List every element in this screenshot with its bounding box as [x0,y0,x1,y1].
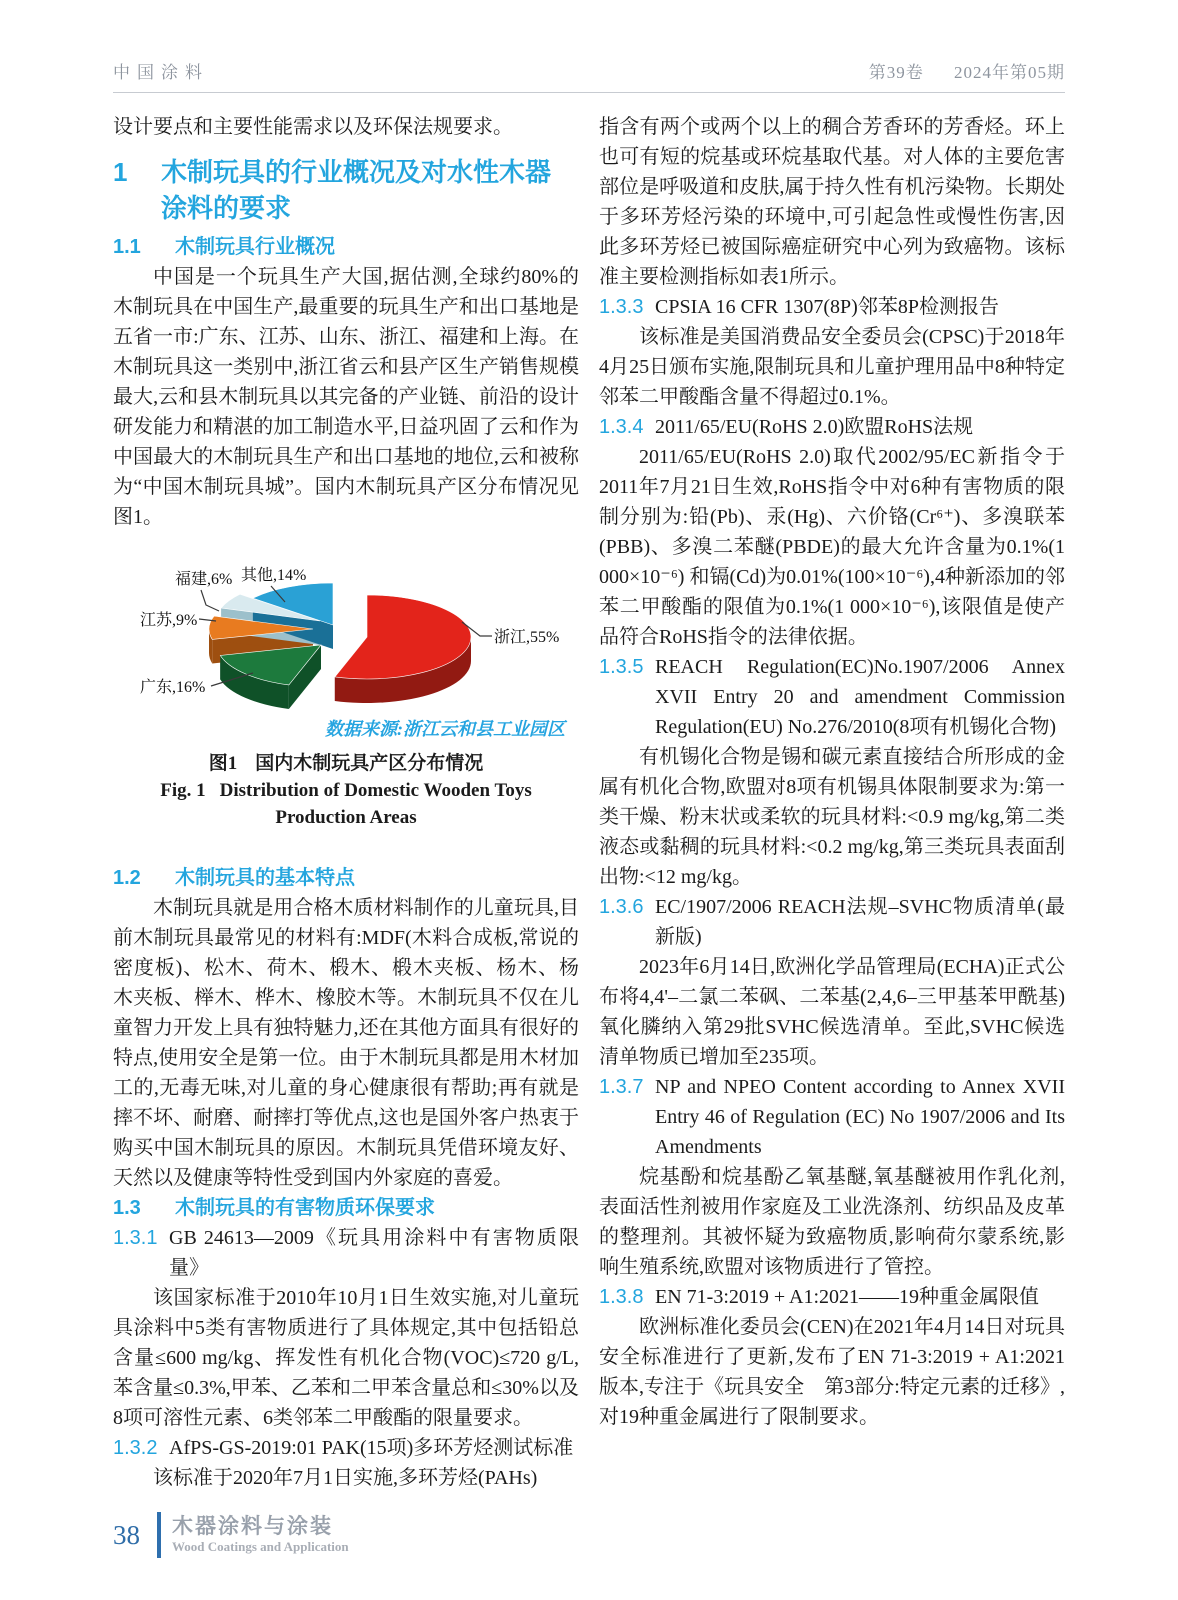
gb-standard-paragraph: 该国家标准于2010年10月1日生效实施,对儿童玩具涂料中5类有害物质进行了具体规定,其中包括铅总含量≤600 mg/kg、挥发性有机化合物(VOC)≤720 g/L,苯含量≤0.3%,甲苯、乙苯和二甲苯含量总和≤30%以及8项可溶性元素、6类邻苯二甲酸酯的限量要求。 [113,1287,579,1429]
volume-issue [869,58,1065,83]
footer-journal-section [172,1515,349,1555]
section-1-heading [113,154,579,226]
characteristics-paragraph: 木制玩具就是用合格木质材料制作的儿童玩具,目前木制玩具最常见的材料有:MDF(木料合成板,常说的密度板)、松木、荷木、椴木、椴木夹板、杨木、杨木夹板、榉木、桦木、橡胶木等。木制玩具不仅在儿童智力开发上具有独特魅力,还在其他方面具有很好的特点,使用安全是第一位。由于木制玩具都是用木材加工的,无毒无味,对儿童的身心健康很有帮助;再有就是摔不坏、耐磨、耐摔打等优点,这也是国外客户热衷于购买中国木制玩具的原因。木制玩具凭借环境友好、天然以及健康等特性受到国内外家庭的喜爱。 [113,897,579,1189]
figure-caption-en [136,777,556,831]
section-title: EC/1907/2006 REACH法规–SVHC物质清单(最新版) [655,896,1065,948]
section-number: 1.3.3 [599,296,644,318]
pie-slice-label-浙江: 浙江,55% [494,629,560,646]
en71-paragraph: 欧洲标准化委员会(CEN)在2021年4月14日对玩具安全标准进行了更新,发布了EN 71-3:2019 + A1:2021版本,专注于《玩具安全 第3部分:特定元素的迁移》,对19种重金属进行了限制要求。 [599,1316,1065,1428]
section-1-1-heading [113,232,579,262]
section-1-2-heading [113,863,579,893]
section-title: 木制玩具的行业概况及对水性木器涂料的要求 [161,157,552,223]
section-number: 1.3.5 [599,656,644,678]
pie-slice-label-其他: 其他,14% [241,567,307,584]
figure-label-zh: 图1 [208,753,238,774]
cpsia-paragraph: 该标准是美国消费品安全委员会(CPSC)于2018年4月25日颁布实施,限制玩具和儿童护理用品中8种特定邻苯二甲酸酯含量不得超过0.1%。 [599,326,1065,408]
figure-caption-zh-text: 国内木制玩具产区分布情况 [255,753,484,774]
section-number: 1.3.1 [113,1227,158,1249]
npeo-paragraph: 烷基酚和烷基酚乙氧基醚,氧基醚被用作乳化剂,表面活性剂被用作家庭及工业洗涤剂、纺织品及皮革的整理剂。其被怀疑为致癌物质,影响荷尔蒙系统,影响生殖系统,欧盟对该物质进行了管控。 [599,1166,1065,1278]
wooden-toys-production-pie-chart [113,544,579,716]
section-title: AfPS-GS-2019:01 PAK(15项)多环芳烃测试标准 [169,1437,574,1459]
figure-1 [113,544,579,831]
svhc-paragraph: 2023年6月14日,欧洲化学品管理局(ECHA)正式公布将4,4'–二氯二苯砜、二苯基(2,4,6–三甲基苯甲酰基)氧化膦纳入第29批SVHC候选清单。至此,SVHC候选清单物质已增加至235项。 [599,956,1065,1068]
afps-paragraph-continued: 指含有两个或两个以上的稠合芳香环的芳香烃。环上也可有短的烷基或环烷基取代基。对人体的主要危害部位是呼吸道和皮肤,属于持久性有机污染物。长期处于多环芳烃污染的环境中,可引起急性或慢性伤害,因此多环芳烃已被国际癌症研究中心列为致癌物。该标准主要检测指标如表1所示。 [599,116,1065,288]
chart-source-note: 数据来源:浙江云和县工业园区 [325,719,565,739]
issue: 2024年第05期 [954,63,1065,82]
section-number: 1.3.8 [599,1286,644,1308]
section-1-3-3-heading [599,292,1065,322]
footer-divider [157,1512,161,1558]
pie-slice-label-福建: 福建,6% [175,571,233,588]
section-number: 1.2 [113,867,141,889]
organotin-paragraph: 有机锡化合物是锡和碳元素直接结合所形成的金属有机化合物,欧盟对8项有机锡具体限制要求为:第一类干燥、粉末状或柔软的玩具材料:<0.9 mg/kg,第二类液态或黏稠的玩具材料:<0.2 mg/kg,第三类玩具表面刮出物:<12 mg/kg。 [599,746,1065,888]
section-1-3-7-heading [599,1072,1065,1162]
afps-paragraph-start: 该标准于2020年7月1日实施,多环芳烃(PAHs) [153,1467,538,1489]
section-1-3-6-heading [599,892,1065,952]
journal-footer-zh: 木器涂料与涂装 [172,1515,333,1538]
section-1-3-heading [113,1193,579,1223]
figure-caption-zh [113,750,579,777]
volume: 第39卷 [868,63,924,82]
section-title: 2011/65/EU(RoHS 2.0)欧盟RoHS法规 [655,416,974,438]
section-title: GB 24613—2009《玩具用涂料中有害物质限量》 [169,1227,579,1279]
figure-caption-en-text: Distribution of Domestic Wooden Toys Production Areas [219,780,532,828]
section-number: 1 [113,157,128,187]
section-number: 1.3.2 [113,1437,158,1459]
section-title: REACH Regulation(EC)No.1907/2006 Annex XVII Entry 20 and amendment Commission Regulation(EU) No.276/2010(8项有机锡化合物) [655,656,1065,738]
section-1-3-8-heading [599,1282,1065,1312]
page-number: 38 [113,1519,140,1550]
section-title: EN 71-3:2019 + A1:2021——19种重金属限值 [655,1286,1040,1308]
section-1-3-2-heading [113,1433,579,1463]
section-1-3-4-heading [599,412,1065,442]
section-1-3-5-heading [599,652,1065,742]
journal-name: 中国涂料 [113,63,209,82]
section-number: 1.3 [113,1197,141,1219]
journal-footer-en: Wood Coatings and Application [172,1539,349,1554]
section-number: 1.3.6 [599,896,644,918]
industry-paragraph: 中国是一个玩具生产大国,据估测,全球约80%的木制玩具在中国生产,最重要的玩具生产和出口基地是五省一市:广东、江苏、山东、浙江、福建和上海。在木制玩具这一类别中,浙江省云和县产区生产销售规模最大,云和县木制玩具以其完备的产业链、前沿的设计研发能力和精湛的加工制造水平,日益巩固了云和作为中国最大的木制玩具生产和出口基地的地位,云和被称为“中国木制玩具城”。国内木制玩具产区分布情况见图1。 [113,266,579,528]
page-header [113,58,1065,93]
right-column [599,112,1065,1493]
rohs-paragraph: 2011/65/EU(RoHS 2.0)取代2002/95/EC新指令于2011年7月21日生效,RoHS指令中对6种有害物质的限制分别为:铅(Pb)、汞(Hg)、六价铬(Cr⁶⁺)、多溴联苯(PBB)、多溴二苯醚(PBDE)的最大允许含量为0.1%(1 000×10⁻⁶) 和镉(Cd)为0.01%(100×10⁻⁶),4种新添加的邻苯二甲酸酯的限值为0.1%(1 000×10⁻⁶),该限值是使产品符合RoHS指令的法律依据。 [599,446,1065,648]
section-title: 木制玩具的基本特点 [175,867,355,889]
figure-label-en: Fig. 1 [160,780,206,801]
section-title: 木制玩具的有害物质环保要求 [175,1197,435,1219]
pie-slice-label-广东: 广东,16% [140,679,206,696]
section-1-3-1-heading [113,1223,579,1283]
section-number: 1.1 [113,236,141,258]
section-number: 1.3.7 [599,1076,644,1098]
intro-paragraph: 设计要点和主要性能需求以及环保法规要求。 [113,116,513,138]
section-title: 木制玩具行业概况 [175,236,335,258]
page-footer [113,1512,349,1558]
pie-label-leader-福建 [201,590,219,611]
section-title: NP and NPEO Content according to Annex XVII Entry 46 of Regulation (EC) No 1907/2006 and Its Amendments [655,1076,1065,1158]
left-column [113,112,579,1493]
pie-slice-label-江苏: 江苏,9% [140,612,198,629]
content-columns [113,112,1065,1493]
section-title: CPSIA 16 CFR 1307(8P)邻苯8P检测报告 [655,296,999,318]
section-number: 1.3.4 [599,416,644,438]
